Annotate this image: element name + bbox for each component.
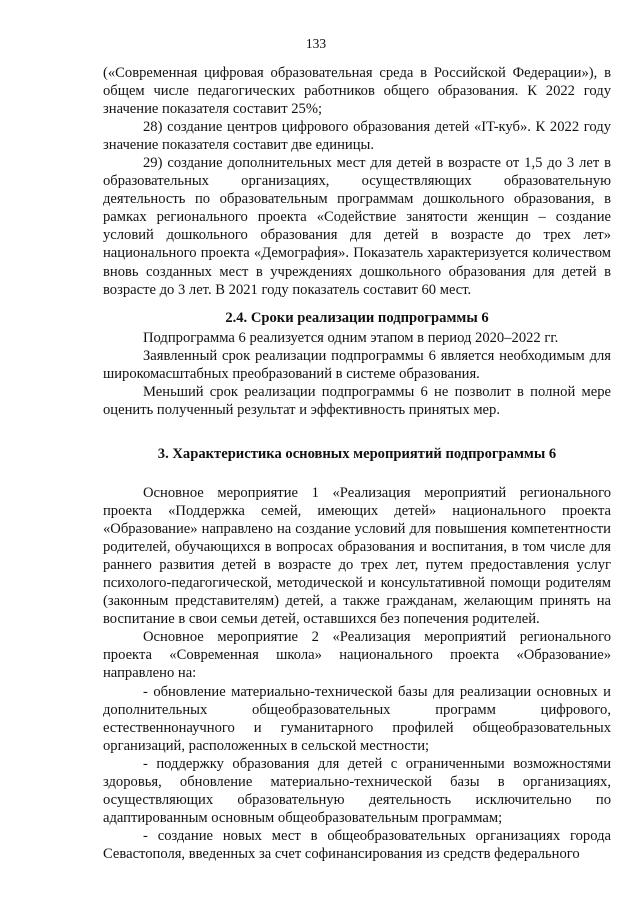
paragraph: Подпрограмма 6 реализуется одним этапом в период 2020–2022 гг. [143, 330, 559, 346]
paragraph: («Современная цифровая образовательная среда в Российской Федерации»), в общем числе педагогических работников общего образования. К 2022 году значение показателя составит 25%; [103, 65, 611, 118]
list-item: - создание новых мест в общеобразовательных организациях города Севастополя, введенных за счет софинансирования из средств федерального [103, 827, 611, 862]
section-heading: 2.4. Сроки реализации подпрограммы 6 [225, 310, 489, 326]
paragraph: Меньший срок реализации подпрограммы 6 не позволит в полной мере оценить полученный результат и эффективность принятых мер. [103, 384, 611, 419]
list-item: - обновление материально-технической базы для реализации основных и дополнительных общеобразовательных программ цифрового, естественнонаучного и гуманитарного профилей общеобразовательных организаций, расположенных в сельской местности; [103, 683, 611, 754]
section-heading: 3. Характеристика основных мероприятий подпрограммы 6 [157, 446, 557, 462]
paragraph: Заявленный срок реализации подпрограммы 6 является необходимым для широкомасштабных преобразований в системе образования. [103, 348, 611, 383]
paragraph: Основное мероприятие 1 «Реализация мероприятий регионального проекта «Поддержка семей, имеющих детей» национального проекта «Образование» направлено на создание условий для повышения компетентности родителей, обучающихся в вопросах образования и воспитания, в том числе для раннего развития детей в возрасте до трех лет, путем предоставления услуг психолого-педагогической, методической и консультативной помощи родителям (законным представителям) детей, а также гражданам, желающим принять на воспитание в свои семьи детей, оставшихся без попечения родителей. [103, 485, 611, 628]
paragraph: Основное мероприятие 2 «Реализация мероприятий регионального проекта «Современная школа» национального проекта «Образование» направлено на: [103, 629, 611, 682]
page-number: 133 [305, 36, 327, 51]
list-item: - поддержку образования для детей с ограниченными возможностями здоровья, обновление материально-технической базы в организациях, осуществляющих образовательную деятельность исключительно по адаптированным основным общеобразовательным программам; [103, 755, 611, 826]
section-2-4-body [103, 329, 611, 419]
section-3-body [103, 484, 611, 863]
paragraph: 28) создание центров цифрового образования детей «IT-куб». К 2022 году значение показателя составит две единицы. [103, 119, 611, 154]
text-block-continuation [103, 64, 611, 299]
paragraph: 29) создание дополнительных мест для детей в возрасте от 1,5 до 3 лет в образовательных организациях, осуществляющих образовательную деятельность по образовательным программам дошкольного образования, в рамках регионального проекта «Содействие занятости женщин – создание условий дошкольного образования для детей в возрасте до трех лет» национального проекта «Демография». Показатель характеризуется количеством вновь созданных мест в учреждениях дошкольного образования для детей в возрасте до 3 лет. В 2021 году показатель составит 60 мест. [103, 155, 611, 298]
